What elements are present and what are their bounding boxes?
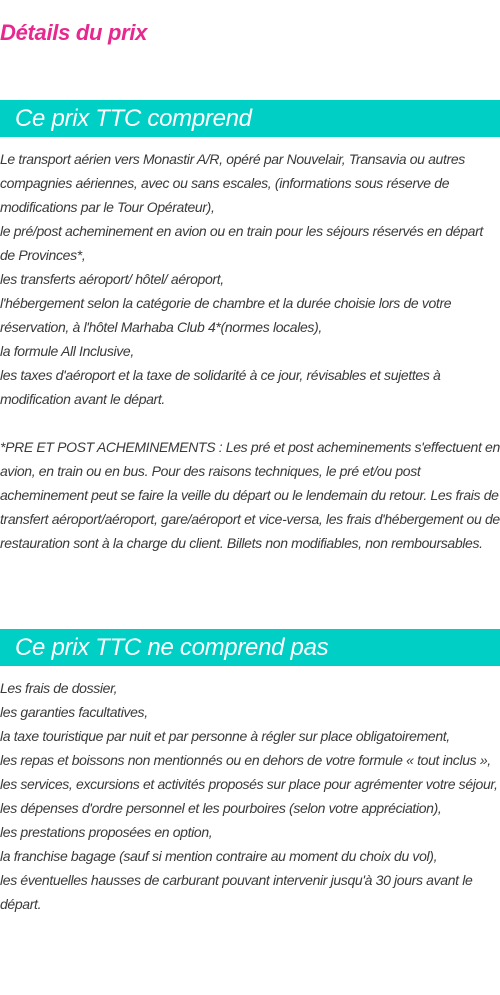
page-title: Détails du prix bbox=[0, 20, 148, 45]
excluded-section-body bbox=[0, 676, 500, 916]
excluded-item: Les frais de dossier, bbox=[0, 680, 118, 696]
excluded-item: les dépenses d'ordre personnel et les pourboires (selon votre appréciation), bbox=[0, 800, 442, 816]
excluded-item: la taxe touristique par nuit et par personne à régler sur place obligatoirement, bbox=[0, 728, 450, 744]
excluded-item: les repas et boissons non mentionnés ou en dehors de votre formule « tout inclus », bbox=[0, 752, 491, 768]
included-item: la formule All Inclusive, bbox=[0, 343, 134, 359]
included-item: les transferts aéroport/ hôtel/ aéroport, bbox=[0, 271, 224, 287]
excluded-item: les prestations proposées en option, bbox=[0, 824, 213, 840]
included-section-body bbox=[0, 147, 500, 555]
pre-post-note: *PRE ET POST ACHEMINEMENTS : Les pré et post acheminements s'effectuent en avion, en train ou en bus. Pour des raisons techniques, le pré et/ou post acheminement peut se faire la veille du départ ou le lendemain du retour. Les frais de transfert aéroport/aéroport, gare/aéroport et vice-versa, les frais d'hébergement ou de restauration sont à la charge du client. Billets non modifiables, non remboursables. bbox=[0, 439, 500, 551]
included-item: le pré/post acheminement en avion ou en train pour les séjours réservés en départ de Provinces*, bbox=[0, 223, 483, 263]
excluded-section-header: Ce prix TTC ne comprend pas bbox=[0, 629, 500, 666]
included-section-header: Ce prix TTC comprend bbox=[0, 100, 500, 137]
included-item: les taxes d'aéroport et la taxe de solidarité à ce jour, révisables et sujettes à modification avant le départ. bbox=[0, 367, 441, 407]
included-item: Le transport aérien vers Monastir A/R, opéré par Nouvelair, Transavia ou autres compagnies aériennes, avec ou sans escales, (informations sous réserve de modifications par le Tour Opérateur), bbox=[0, 151, 465, 215]
included-item: l'hébergement selon la catégorie de chambre et la durée choisie lors de votre réservation, à l'hôtel Marhaba Club 4*(normes locales), bbox=[0, 295, 452, 335]
excluded-item: la franchise bagage (sauf si mention contraire au moment du choix du vol), bbox=[0, 848, 438, 864]
excluded-item: les garanties facultatives, bbox=[0, 704, 148, 720]
paragraph-spacer bbox=[0, 411, 500, 435]
excluded-item: les services, excursions et activités proposés sur place pour agrémenter votre séjour, bbox=[0, 776, 498, 792]
excluded-item: les éventuelles hausses de carburant pouvant intervenir jusqu'à 30 jours avant le départ. bbox=[0, 872, 473, 912]
